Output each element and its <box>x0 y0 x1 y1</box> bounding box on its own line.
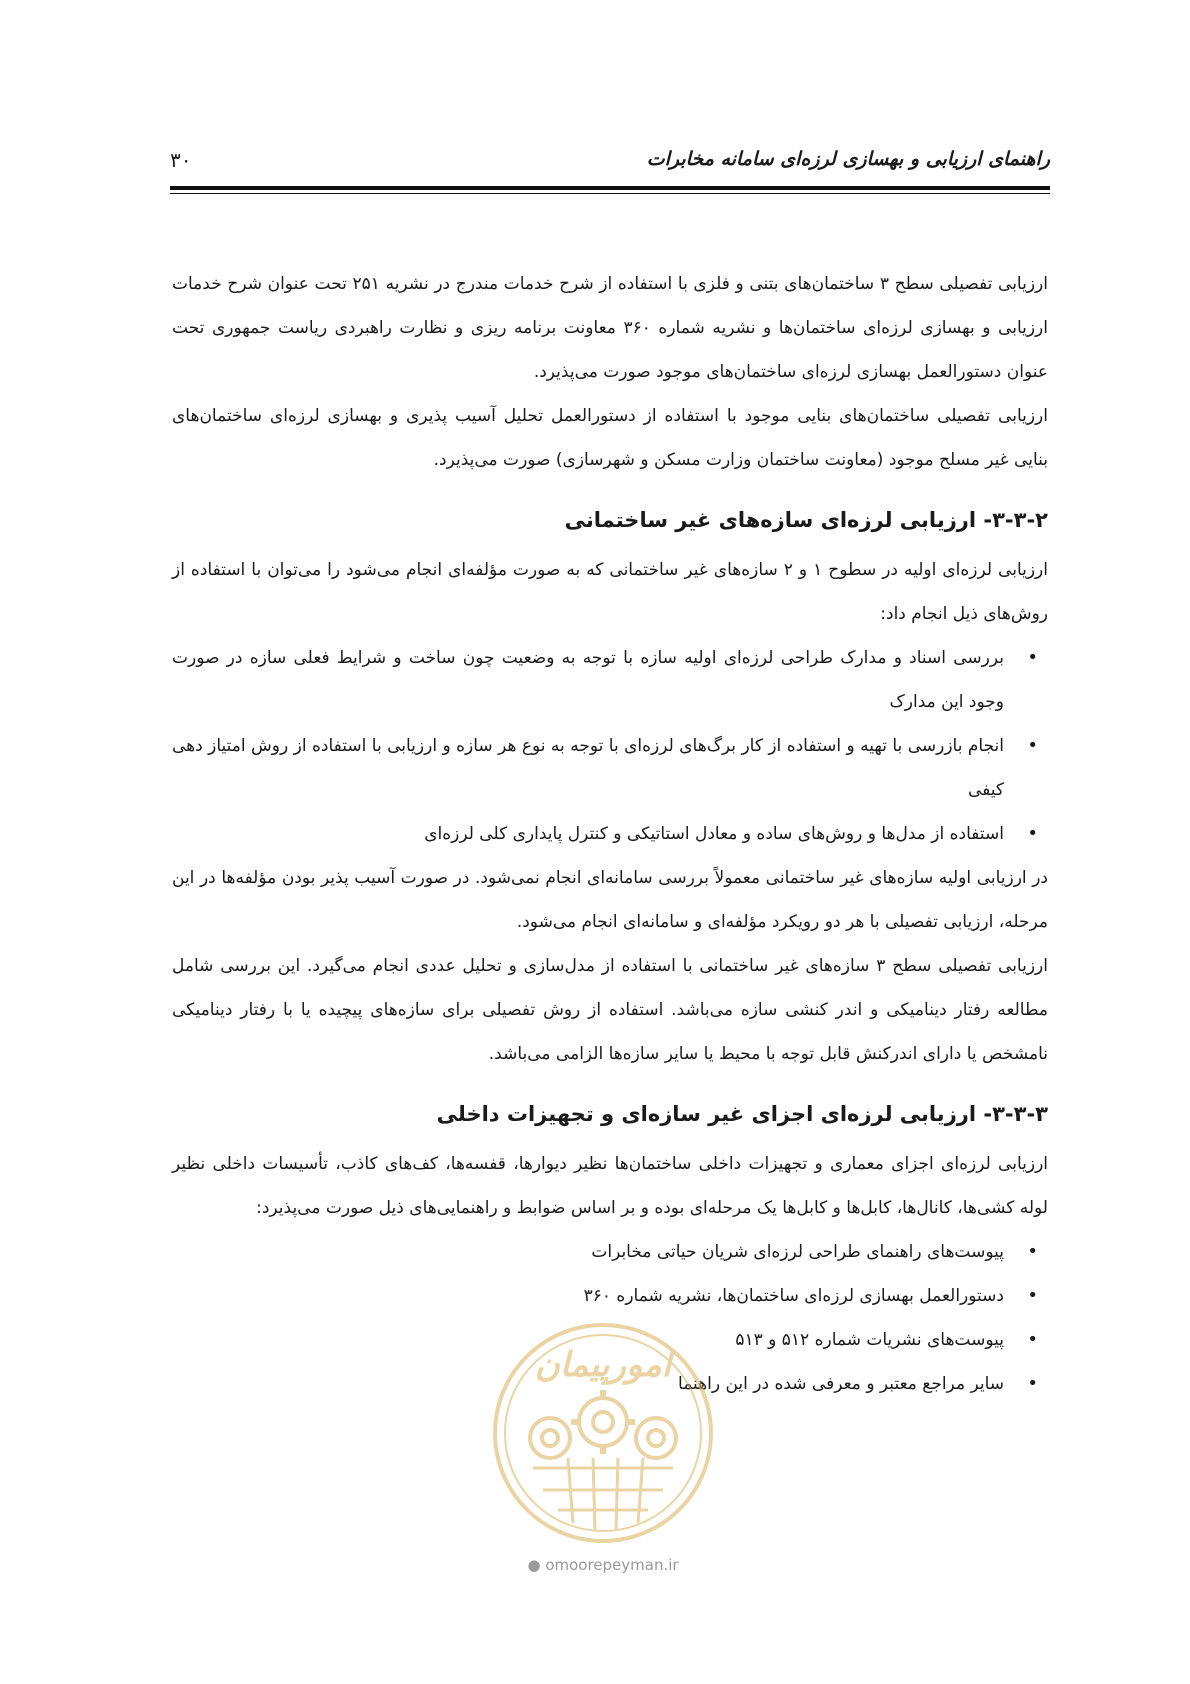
watermark-logo-icon <box>488 1318 718 1548</box>
watermark-url: omoorepeyman.ir <box>545 1556 679 1574</box>
section-heading-3-3-3: ۳-۳-۳- ارزیابی لرزه‌ای اجزای غیر سازه‌ای و تجهیزات داخلی <box>436 1102 1048 1126</box>
paragraph-6: ارزیابی لرزه‌ای اجزای معماری و تجهیزات داخلی ساختمان‌ها نظیر دیوارها، قفسه‌ها، کف‌های کاذب، تأسیسات داخلی نظیر لوله کشی‌ها، کانال‌ها، کابل‌ها و کابل‌ها یک مرحله‌ای بوده و بر اساس ضوابط و راهنمایی‌های ذیل صورت می‌پذیرد: <box>172 1154 1048 1218</box>
paragraph-1: ارزیابی تفصیلی سطح ۳ ساختمان‌های بتنی و فلزی با استفاده از شرح خدمات مندرج در نشریه ۲۵۱ تحت عنوان شرح خدمات ارزیابی و بهسازی لرزه‌ای ساختمان‌ها و نشریه شماره ۳۶۰ معاونت برنامه ریزی و نظارت راهبردی ریاست جمهوری تحت عنوان دستورالعمل بهسازی لرزه‌ای ساختمان‌های موجود صورت می‌پذیرد. <box>172 274 1048 382</box>
list-item: • پیوست‌های راهنمای طراحی لرزه‌ای شریان حیاتی مخابرات <box>172 1230 1004 1274</box>
bullet-list-1 <box>172 636 1048 856</box>
page-number: ۳۰ <box>170 148 192 172</box>
page-header <box>170 148 1050 184</box>
header-title: راهنمای ارزیابی و بهسازی لرزه‌ای سامانه مخابرات <box>646 148 1050 170</box>
list-item: • پیوست‌های نشریات شماره ۵۱۲ و ۵۱۳ <box>172 1318 1004 1362</box>
list-item: • انجام بازرسی با تهیه و استفاده از کار برگ‌های لرزه‌ای با توجه به نوع هر سازه و ارزیابی با استفاده از روش امتیاز دهی کیفی <box>172 724 1004 812</box>
paragraph-5: ارزیابی تفصیلی سطح ۳ سازه‌های غیر ساختمانی با استفاده از مدل‌سازی و تحلیل عددی انجام می‌گیرد. این بررسی شامل مطالعه رفتار دینامیکی و اندر کنشی سازه می‌باشد. استفاده از روش تفصیلی برای سازه‌های پیچیده یا با رفتار دینامیکی نامشخص یا دارای اندرکنش قابل توجه با محیط یا سایر سازه‌ها الزامی می‌باشد. <box>172 956 1048 1064</box>
watermark-logo-text: امورپیمان <box>534 1345 672 1385</box>
section-heading-3-3-2: ۳-۳-۲- ارزیابی لرزه‌ای سازه‌های غیر ساختمانی <box>564 508 1048 532</box>
page-body <box>172 262 1048 1406</box>
list-item: • دستورالعمل بهسازی لرزه‌ای ساختمان‌ها، نشریه شماره ۳۶۰ <box>172 1274 1004 1318</box>
paragraph-3: ارزیابی لرزه‌ای اولیه در سطوح ۱ و ۲ سازه‌های غیر ساختمانی که به صورت مؤلفه‌ای انجام می‌شود را می‌توان با استفاده از روش‌های ذیل انجام داد: <box>172 560 1048 624</box>
list-item: • بررسی اسناد و مدارک طراحی لرزه‌ای اولیه سازه با توجه به وضعیت چون ساخت و شرایط فعلی سازه در صورت وجود این مدارک <box>172 636 1004 724</box>
header-rule-thin <box>170 193 1050 194</box>
paragraph-2: ارزیابی تفصیلی ساختمان‌های بنایی موجود با استفاده از دستورالعمل تحلیل آسیب پذیری و بهسازی لرزه‌ای ساختمان‌های بنایی غیر مسلح موجود (معاونت ساختمان وزارت مسکن و شهرسازی) صورت می‌پذیرد. <box>172 406 1048 470</box>
header-rule <box>170 186 1050 196</box>
header-rule-thick <box>170 186 1050 190</box>
watermark-caption <box>488 1556 718 1574</box>
list-item: • سایر مراجع معتبر و معرفی شده در این راهنما <box>172 1362 1004 1406</box>
list-item: • استفاده از مدل‌ها و روش‌های ساده و معادل استاتیکی و کنترل پایداری کلی لرزه‌ای <box>172 812 1004 856</box>
paragraph-4: در ارزیابی اولیه سازه‌های غیر ساختمانی معمولاً بررسی سامانه‌ای انجام نمی‌شود. در صورت آسیب پذیر بودن مؤلفه‌ها در این مرحله، ارزیابی تفصیلی با هر دو رویکرد مؤلفه‌ای و سامانه‌ای انجام می‌شود. <box>172 868 1048 932</box>
globe-icon: ● <box>527 1556 541 1574</box>
